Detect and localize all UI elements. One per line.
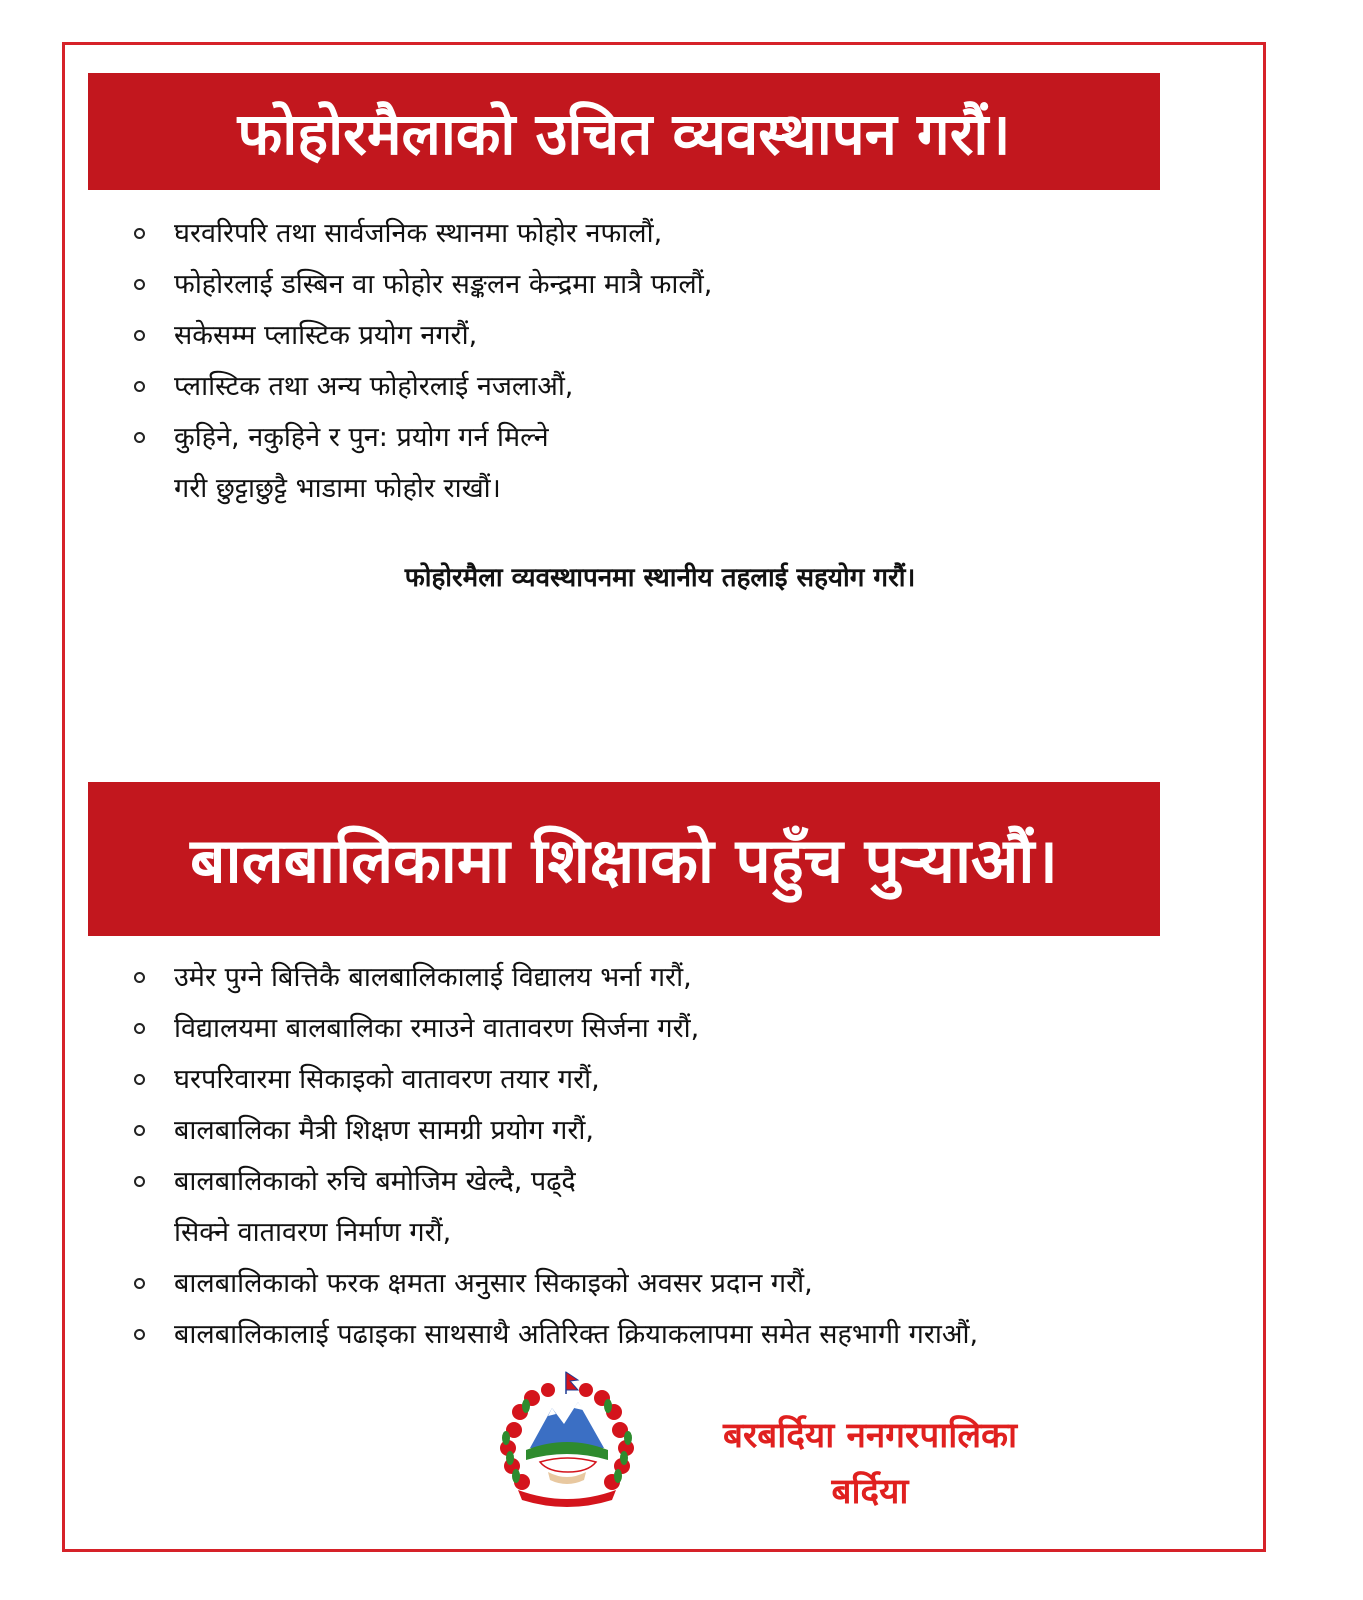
list-item: बालबालिकाको फरक क्षमता अनुसार सिकाइको अवसर प्रदान गरौं, bbox=[130, 1258, 1190, 1309]
list-item: फोहोरलाई डस्बिन वा फोहोर सङ्कलन केन्द्रमा मात्रै फालौं, bbox=[130, 259, 1190, 310]
child-education-heading-banner bbox=[88, 782, 1160, 936]
bullet-icon bbox=[134, 381, 145, 392]
nepal-government-emblem-icon bbox=[492, 1368, 642, 1508]
bullet-icon bbox=[134, 1125, 145, 1136]
bullet-icon bbox=[134, 1074, 145, 1085]
waste-management-heading-banner bbox=[88, 73, 1160, 190]
bullet-icon bbox=[134, 279, 145, 290]
list-item: सकेसम्म प्लास्टिक प्रयोग नगरौं, bbox=[130, 310, 1190, 361]
list-item: विद्यालयमा बालबालिका रमाउने वातावरण सिर्जना गरौं, bbox=[130, 1003, 1190, 1054]
list-item: घरपरिवारमा सिकाइको वातावरण तयार गरौं, bbox=[130, 1054, 1190, 1105]
bullet-icon bbox=[134, 432, 145, 443]
bullet-icon bbox=[134, 1278, 145, 1289]
waste-management-list bbox=[130, 208, 1190, 514]
bullet-icon bbox=[134, 330, 145, 341]
bullet-icon bbox=[134, 972, 145, 983]
municipality-name-line2: बर्दिया bbox=[831, 1472, 909, 1512]
list-item: घरवरिपरि तथा सार्वजनिक स्थानमा फोहोर नफालौं, bbox=[130, 208, 1190, 259]
bullet-icon bbox=[134, 1023, 145, 1034]
child-education-list bbox=[130, 952, 1190, 1360]
child-education-heading: बालबालिकामा शिक्षाको पहुँच पुऱ्याऔं। bbox=[190, 824, 1058, 897]
bullet-icon bbox=[134, 228, 145, 239]
waste-management-heading: फोहोरमैलाको उचित व्यवस्थापन गरौं। bbox=[237, 100, 1011, 168]
list-item: बालबालिका मैत्री शिक्षण सामग्री प्रयोग गरौं, bbox=[130, 1105, 1190, 1156]
bullet-icon bbox=[134, 1176, 145, 1187]
list-item: कुहिने, नकुहिने र पुन: प्रयोग गर्न मिल्ने गरी छुट्टाछुट्टै भाडामा फोहोर राखौं। bbox=[130, 412, 1190, 514]
municipality-name-line1: बरबर्दिया ननगरपालिका bbox=[722, 1416, 1018, 1456]
bullet-icon bbox=[134, 1329, 145, 1340]
waste-management-closing-note: फोहोरमैला व्यवस्थापनमा स्थानीय तहलाई सहयोग गरौं। bbox=[404, 563, 916, 593]
list-item: उमेर पुग्ने बित्तिकै बालबालिकालाई विद्यालय भर्ना गरौं, bbox=[130, 952, 1190, 1003]
municipality-name bbox=[650, 1408, 1090, 1520]
list-item: बालबालिकाको रुचि बमोजिम खेल्दै, पढ्दै सिक्ने वातावरण निर्माण गरौं, bbox=[130, 1156, 1190, 1258]
list-item: बालबालिकालाई पढाइका साथसाथै अतिरिक्त क्रियाकलापमा समेत सहभागी गराऔं, bbox=[130, 1309, 1190, 1360]
list-item: प्लास्टिक तथा अन्य फोहोरलाई नजलाऔं, bbox=[130, 361, 1190, 412]
